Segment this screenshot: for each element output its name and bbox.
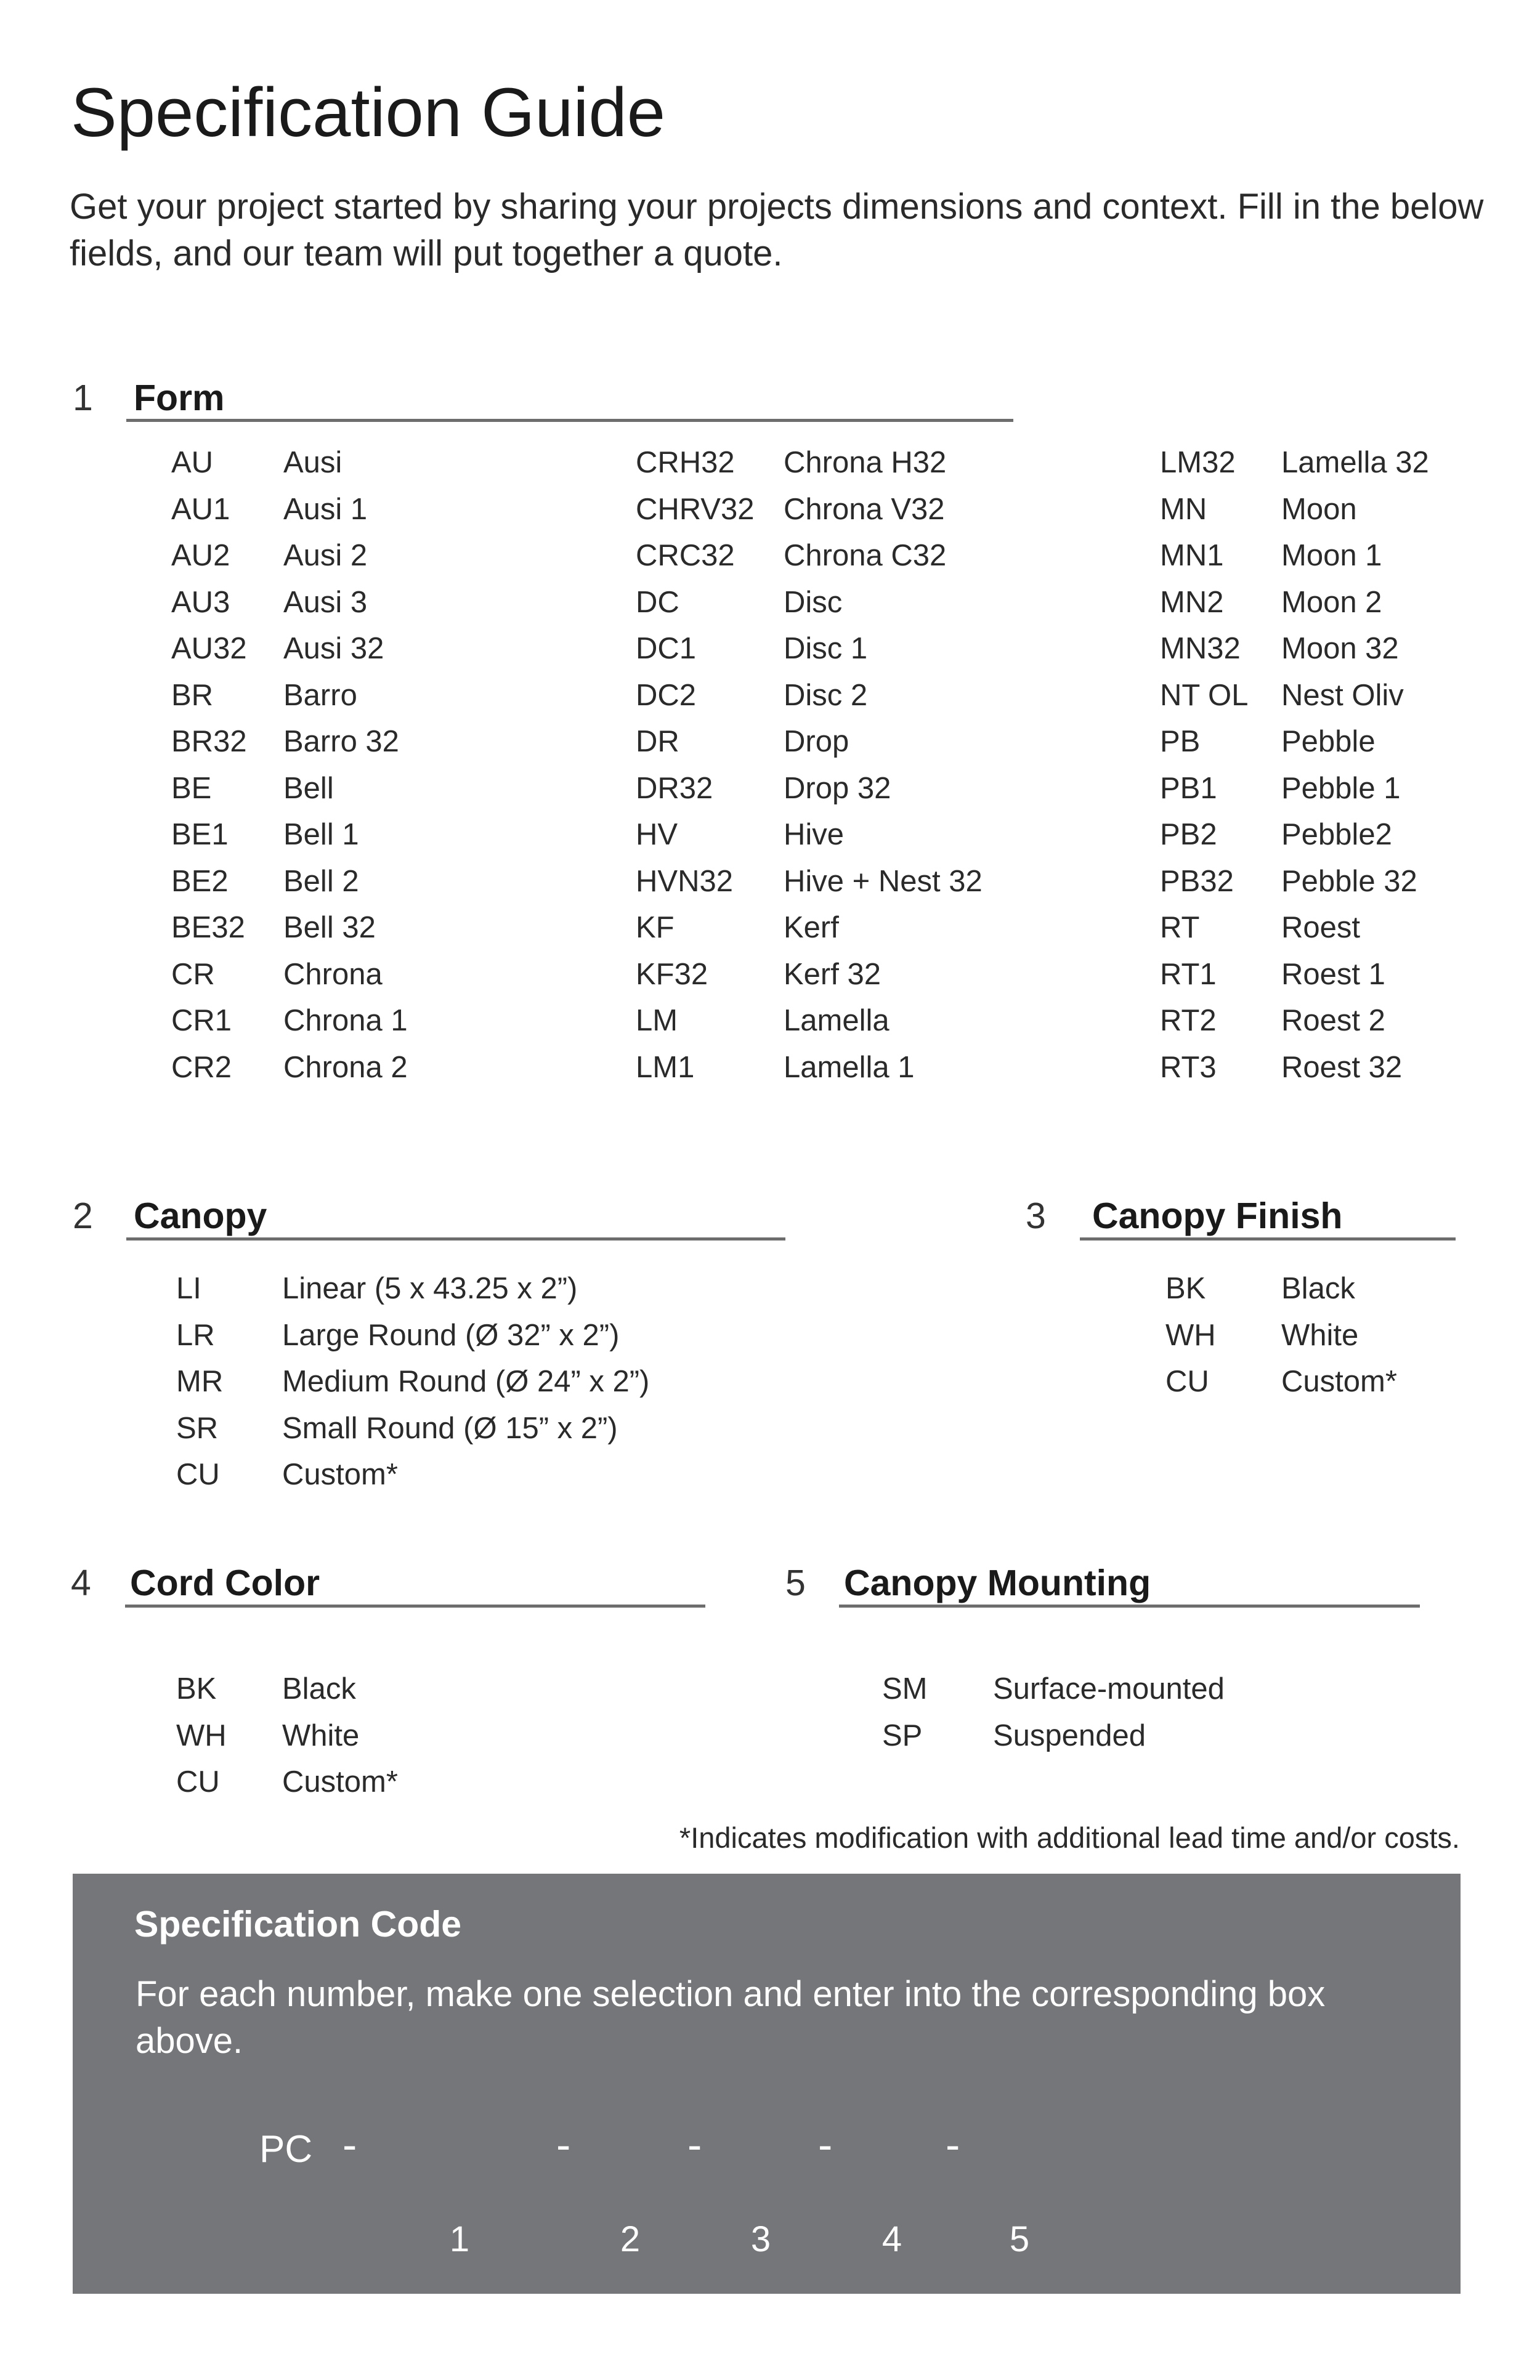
section-rule-cord-color [125,1605,705,1608]
code-slot-5-label: 5 [1009,2219,1030,2259]
section-number-cord-color: 4 [71,1563,91,1603]
option-code: MR [176,1365,224,1398]
option-code: AU32 [171,632,247,665]
option-code: NT OL [1160,678,1249,712]
option-code: DC [636,585,679,619]
section-title-form: Form [134,378,225,418]
option-code: RT1 [1160,957,1217,991]
option-code: CU [1165,1365,1209,1398]
option-name: Moon 2 [1281,585,1382,619]
option-name: Ausi 3 [283,585,368,619]
option-name: Roest [1281,911,1361,944]
option-code: CU [176,1458,220,1491]
option-name: Suspended [993,1718,1146,1752]
option-code: AU [171,446,214,479]
option-name: White [1281,1318,1359,1352]
option-name: Black [1281,1272,1355,1305]
code-slot-1-label: 1 [449,2219,470,2259]
option-name: Ausi 2 [283,539,368,572]
option-name: Lamella 1 [784,1050,915,1084]
section-rule-form [126,419,1013,422]
option-name: Bell 1 [283,818,359,851]
option-code: WH [1165,1318,1216,1352]
option-code: BK [176,1672,217,1706]
option-name: Medium Round (Ø 24” x 2”) [282,1365,650,1398]
option-code: PB2 [1160,818,1217,851]
code-separator: - [687,2121,702,2169]
option-code: RT2 [1160,1004,1217,1037]
option-name: Ausi 32 [283,632,384,665]
footnote: *Indicates modification with additional lead time and/or costs. [679,1821,1460,1854]
option-code: CR2 [171,1050,232,1084]
section-title-canopy: Canopy [134,1196,267,1236]
option-name: Pebble 32 [1281,864,1417,898]
option-code: DR32 [636,771,713,805]
option-code: CU [176,1765,220,1799]
option-code: AU2 [171,539,230,572]
section-number-canopy-mounting: 5 [785,1563,806,1603]
option-code: BE32 [171,911,245,944]
option-code: BR [171,678,214,712]
option-name: Disc 2 [784,678,868,712]
option-name: Chrona [283,957,383,991]
option-code: SP [882,1718,923,1752]
option-code: AU3 [171,585,230,619]
option-code: MN1 [1160,539,1224,572]
option-name: Ausi [283,446,342,479]
specification-code-title: Specification Code [134,1904,462,1945]
option-name: Surface-mounted [993,1672,1225,1706]
option-name: Custom* [282,1458,398,1491]
option-code: CR1 [171,1004,232,1037]
option-code: KF32 [636,957,708,991]
option-name: Custom* [282,1765,398,1799]
option-name: Black [282,1672,356,1706]
option-name: Large Round (Ø 32” x 2”) [282,1318,620,1352]
option-name: Moon 32 [1281,632,1399,665]
code-prefix: PC [259,2128,313,2171]
option-code: PB [1160,725,1201,758]
option-code: RT3 [1160,1050,1217,1084]
section-number-form: 1 [73,378,93,418]
option-name: Chrona 1 [283,1004,408,1037]
section-rule-canopy [126,1237,785,1241]
option-code: MN [1160,492,1207,526]
option-code: BE [171,771,212,805]
option-name: Linear (5 x 43.25 x 2”) [282,1272,578,1305]
code-slot-2-label: 2 [620,2219,641,2259]
option-code: KF [636,911,675,944]
option-name: Moon [1281,492,1357,526]
option-code: CRH32 [636,446,735,479]
option-code: AU1 [171,492,230,526]
option-name: Hive [784,818,845,851]
option-name: Barro 32 [283,725,399,758]
option-code: BE2 [171,864,229,898]
option-name: Pebble2 [1281,818,1392,851]
option-name: Drop 32 [784,771,891,805]
option-name: Chrona C32 [784,539,947,572]
option-code: SR [176,1411,219,1445]
option-name: Ausi 1 [283,492,368,526]
option-code: MN2 [1160,585,1224,619]
option-name: Bell 2 [283,864,359,898]
option-code: LI [176,1272,201,1305]
option-code: CR [171,957,215,991]
option-name: Barro [283,678,357,712]
option-name: Roest 1 [1281,957,1385,991]
option-name: Pebble 1 [1281,771,1401,805]
code-separator: - [556,2121,571,2169]
option-name: Kerf 32 [784,957,881,991]
option-name: Roest 2 [1281,1004,1385,1037]
option-name: Roest 32 [1281,1050,1403,1084]
option-name: Small Round (Ø 15” x 2”) [282,1411,618,1445]
option-code: SM [882,1672,928,1706]
section-number-canopy: 2 [73,1196,93,1236]
option-name: Chrona 2 [283,1050,408,1084]
intro-text: Get your project started by sharing your projects dimensions and context. Fill in the below fields, and our team will put together a quote. [70,187,1484,273]
section-title-canopy-finish: Canopy Finish [1092,1196,1343,1236]
option-name: Custom* [1281,1365,1397,1398]
option-name: Hive + Nest 32 [784,864,983,898]
section-rule-canopy-finish [1080,1237,1456,1241]
page-title: Specification Guide [71,74,666,151]
option-code: PB32 [1160,864,1234,898]
option-code: RT [1160,911,1200,944]
option-code: BK [1165,1272,1206,1305]
option-name: Moon 1 [1281,539,1382,572]
option-code: CRC32 [636,539,735,572]
option-code: MN32 [1160,632,1241,665]
option-code: DC1 [636,632,697,665]
code-separator: - [818,2121,833,2169]
option-name: Pebble [1281,725,1376,758]
option-name: Bell [283,771,334,805]
option-code: HVN32 [636,864,733,898]
code-separator: - [342,2121,357,2169]
section-title-cord-color: Cord Color [130,1563,320,1603]
option-code: PB1 [1160,771,1217,805]
option-name: Kerf [784,911,839,944]
section-title-canopy-mounting: Canopy Mounting [844,1563,1151,1603]
option-name: Lamella [784,1004,890,1037]
code-separator: - [946,2121,960,2169]
option-name: Chrona H32 [784,446,947,479]
option-name: Chrona V32 [784,492,945,526]
option-code: LR [176,1318,215,1352]
option-code: LM32 [1160,446,1236,479]
option-code: LM1 [636,1050,695,1084]
option-code: BE1 [171,818,229,851]
option-name: Drop [784,725,849,758]
option-code: CHRV32 [636,492,755,526]
option-code: DC2 [636,678,697,712]
option-name: Disc [784,585,843,619]
code-slot-4-label: 4 [881,2219,902,2259]
option-name: Disc 1 [784,632,868,665]
option-code: HV [636,818,678,851]
section-rule-canopy-mounting [839,1605,1420,1608]
section-number-canopy-finish: 3 [1026,1196,1046,1236]
code-slot-3-label: 3 [750,2219,771,2259]
option-name: Nest Oliv [1281,678,1404,712]
option-name: Lamella 32 [1281,446,1429,479]
specification-code-instructions: For each number, make one selection and enter into the corresponding box above. [136,1974,1326,2061]
option-code: BR32 [171,725,247,758]
specification-code-panel [73,1874,1461,2294]
option-name: White [282,1718,360,1752]
option-code: LM [636,1004,678,1037]
option-name: Bell 32 [283,911,376,944]
option-code: DR [636,725,679,758]
option-code: WH [176,1718,227,1752]
